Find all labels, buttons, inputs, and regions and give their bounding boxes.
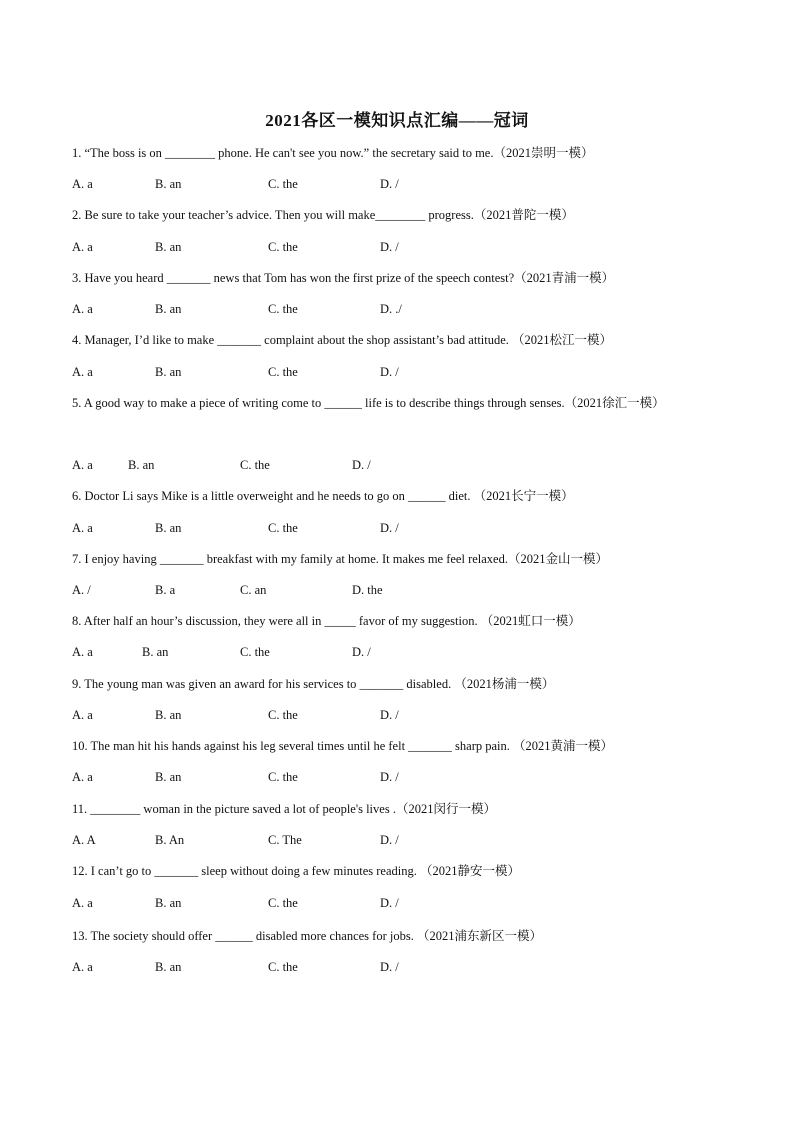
option-d: D. / [380,960,399,974]
option-d: D. / [380,240,399,254]
page-title: 2021各区一模知识点汇编——冠词 [265,111,529,130]
question-options [72,896,732,916]
question-text: 12. I can’t go to _______ sleep without doing a few minutes reading. （2021静安一模） [72,864,520,878]
option-d: D. / [380,770,399,784]
option-b: B. an [155,770,182,784]
option-b: B. an [155,365,182,379]
option-c: C. the [240,645,270,659]
option-c: C. the [268,177,298,191]
question-text: 8. After half an hour’s discussion, they were all in _____ favor of my suggestion. （2021虹口一模） [72,614,581,628]
question-options [72,770,732,790]
option-b: B. an [155,302,182,316]
question-options [72,521,732,541]
question-text: 13. The society should offer ______ disabled more chances for jobs. （2021浦东新区一模） [72,929,542,943]
option-d: D. / [352,458,371,472]
option-c: C. the [268,708,298,722]
question-text: 5. A good way to make a piece of writing come to ______ life is to describe things through senses.（2021徐汇一模） [72,396,665,410]
option-b: B. an [155,177,182,191]
option-c: C. the [268,240,298,254]
option-a: A. a [72,960,93,974]
question-options [72,458,732,478]
option-a: A. a [72,458,93,472]
option-a: A. a [72,645,93,659]
option-d: D. / [380,833,399,847]
option-d: D. the [352,583,383,597]
question-text: 11. ________ woman in the picture saved a lot of people's lives .（2021闵行一模） [72,802,496,816]
question-text: 1. “The boss is on ________ phone. He can't see you now.” the secretary said to me.（2021崇明一模） [72,146,594,160]
option-b: B. an [128,458,155,472]
option-c: C. The [268,833,302,847]
question-options [72,302,732,322]
option-c: C. the [268,302,298,316]
question-text: 3. Have you heard _______ news that Tom has won the first prize of the speech contest?（2021青浦一模） [72,271,615,285]
question-options [72,365,732,385]
option-a: A. / [72,583,91,597]
option-c: C. an [240,583,267,597]
option-c: C. the [268,960,298,974]
question-text: 7. I enjoy having _______ breakfast with my family at home. It makes me feel relaxed.（2021金山一模） [72,552,608,566]
option-c: C. the [268,365,298,379]
option-b: B. an [155,521,182,535]
question-options [72,583,732,603]
option-b: B. an [142,645,169,659]
option-d: D. / [352,645,371,659]
option-b: B. an [155,240,182,254]
option-d: D. ./ [380,302,402,316]
question-options [72,240,732,260]
question-options [72,960,732,980]
option-a: A. a [72,177,93,191]
option-d: D. / [380,177,399,191]
question-options [72,645,732,665]
option-b: B. An [155,833,185,847]
question-text: 10. The man hit his hands against his leg several times until he felt _______ sharp pain. （2021黄浦一模） [72,739,614,753]
question-options [72,833,732,853]
option-b: B. an [155,896,182,910]
question-text: 2. Be sure to take your teacher’s advice. Then you will make________ progress.（2021普陀一模） [72,208,574,222]
option-a: A. a [72,708,93,722]
option-d: D. / [380,521,399,535]
option-b: B. an [155,708,182,722]
question-options [72,708,732,728]
option-d: D. / [380,708,399,722]
question-options [72,177,732,197]
option-c: C. the [268,896,298,910]
option-d: D. / [380,896,399,910]
option-d: D. / [380,365,399,379]
question-text: 9. The young man was given an award for his services to _______ disabled. （2021杨浦一模） [72,677,555,691]
option-a: A. a [72,365,93,379]
option-b: B. a [155,583,176,597]
option-a: A. A [72,833,96,847]
option-b: B. an [155,960,182,974]
option-a: A. a [72,521,93,535]
question-text: 6. Doctor Li says Mike is a little overweight and he needs to go on ______ diet. （2021长宁一模） [72,489,574,503]
option-a: A. a [72,240,93,254]
option-c: C. the [240,458,270,472]
option-c: C. the [268,770,298,784]
question-text: 4. Manager, I’d like to make _______ complaint about the shop assistant’s bad attitude. （2021松江一模） [72,333,613,347]
option-a: A. a [72,770,93,784]
option-a: A. a [72,302,93,316]
option-a: A. a [72,896,93,910]
option-c: C. the [268,521,298,535]
